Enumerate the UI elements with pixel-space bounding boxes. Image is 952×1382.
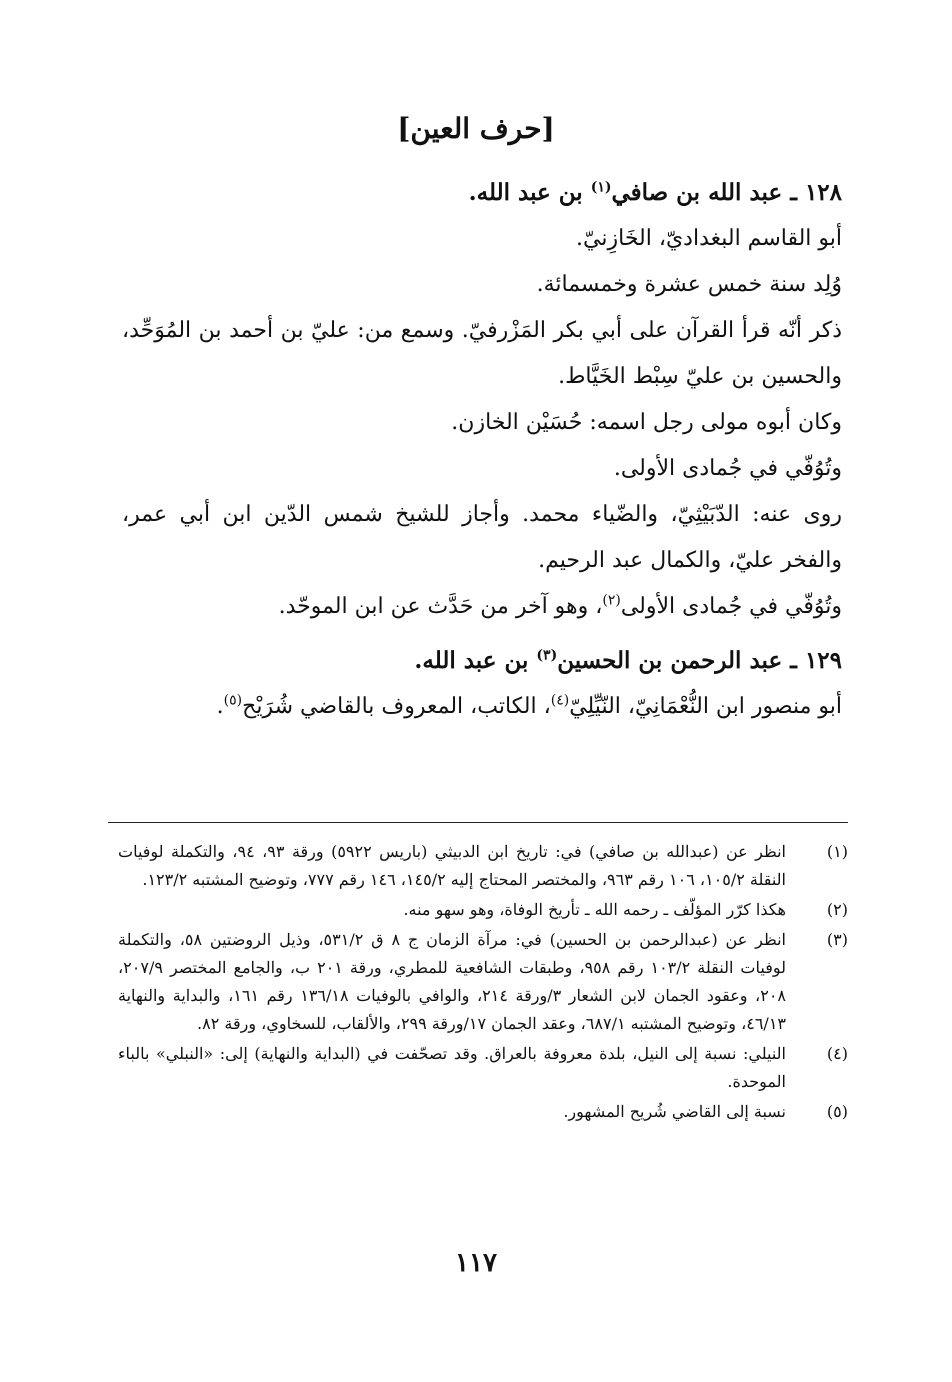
entry-129-end: . <box>216 694 224 719</box>
entry-128-title-rest: بن عبد الله. <box>468 179 591 206</box>
main-text <box>122 170 842 730</box>
entry-128-birth: وُلِد سنة خمس عشرة وخمسمائة. <box>536 272 842 297</box>
footnote-number: (٤) <box>826 1044 848 1063</box>
footnote-text: انظر عن (عبدالرحمن بن الحسين) في: مرآة الزمان ج ٨ ق ٥٣١/٢، وذيل الروضتين ٥٨، والتكملة لوفيات النقلة ١٠٣/٢ رقم ٩٥٨، وطبقات الشافعية للمطري، ورقة ٢٠١ ب، والجامع المختصر ٢٠٧/٩، ٢٠٨، وعقود الجمان لابن الشعار ٣/ورقة ٢١٤، والوافي بالوفيات ١٣٦/١٨ رقم ١٦١، والبداية والنهاية ٤٦/١٣، وتوضيح المشتبه ٦٨٧/١، وعقد الجمان ١٧/ورقة ٢٩٩، والألقاب، للسخاوي، ورقة ٨٢. <box>118 930 786 1033</box>
footnote-text: انظر عن (عبدالله بن صافي) في: تاريخ ابن الدبيثي (باريس ٥٩٢٢) ورقة ٩٣، ٩٤، والتكملة لوفيات النقلة ١٠٥/٢، ١٠٦ رقم ٩٦٣، والمختصر المحتاج إليه ١٤٥/٢، ١٤٦ رقم ٧٧٧، وتوضيح المشتبه ١٢٣/٢. <box>118 842 787 889</box>
entry-128-name: ١٢٨ ـ عبد الله بن صافي <box>611 179 842 206</box>
entry-129-name: ١٢٩ ـ عبد الرحمن بن الحسين <box>557 647 842 674</box>
footnote-ref-3[interactable]: (٣) <box>536 647 558 664</box>
entry-129-nisba: أبو منصور ابن النُّعْمَانِيّ، النّيِّلِيّ <box>569 694 842 719</box>
footnote-ref-4[interactable]: (٤) <box>550 692 570 709</box>
entry-128-death: وتُوُفّي في جُمادى الأولى. <box>613 456 842 481</box>
entry-129-title <box>122 638 842 684</box>
page-number: ١١٧ <box>455 1248 497 1278</box>
footnote-ref-1[interactable]: (١) <box>590 179 612 196</box>
footnote-number: (٣) <box>826 930 848 949</box>
footnote-ref-2[interactable]: (٢) <box>602 592 621 609</box>
footnote-1 <box>118 838 848 894</box>
footnote-3 <box>118 926 848 1038</box>
entry-128-students: روى عنه: الدّبَيْثِيّ، والضّياء محمد. وأجاز للشيخ شمس الدّين ابن أبي عمر، والفخر عليّ، والكمال عبد الرحيم. <box>122 502 842 573</box>
entry-128-father: وكان أبوه مولى رجل اسمه: حُسَيْن الخازن. <box>451 410 842 435</box>
footnote-number: (٢) <box>826 900 848 919</box>
entry-128-kunya: أبو القاسم البغداديّ، الخَازِنيّ. <box>576 226 842 251</box>
death-text-rest: ، وهو آخر من حَدَّث عن ابن الموحّد. <box>278 594 603 619</box>
footnote-4 <box>118 1040 848 1096</box>
section-heading: [حرف العين] <box>397 112 555 145</box>
entry-129-known-as: ، الكاتب، المعروف بالقاضي <box>300 694 551 719</box>
footnote-text: النيلي: نسبة إلى النيل، بلدة معروفة بالعراق. وقد تصحّفت في (البداية والنهاية) إلى: «النبلي» بالباء الموحدة. <box>118 1044 786 1091</box>
footnote-divider <box>108 822 848 823</box>
entry-128-death-repeat <box>122 584 842 630</box>
death-text: وتُوُفّي في جُمادى الأولى <box>620 594 842 619</box>
footnote-ref-5[interactable]: (٥) <box>223 692 243 709</box>
footnote-2 <box>118 896 848 924</box>
footnote-5 <box>118 1098 848 1126</box>
entry-129-kunya <box>122 684 842 730</box>
footnote-number: (٥) <box>826 1102 848 1121</box>
footnote-text: هكذا كرّر المؤلّف ـ رحمه الله ـ تأريخ الوفاة، وهو سهو منه. <box>403 900 786 919</box>
footnotes <box>118 838 848 1128</box>
footnote-number: (١) <box>826 842 848 861</box>
entry-128-teachers: ذكر أنّه قرأ القرآن على أبي بكر المَزْرفيّ. وسمع من: عليّ بن أحمد بن المُوَحِّد، والحسين بن عليّ سِبْط الخَيَّاط. <box>122 318 842 389</box>
entry-128-title <box>122 170 842 216</box>
footnote-text: نسبة إلى القاضي شُريح المشهور. <box>563 1102 786 1121</box>
entry-129-shurayh: شُرَيْح <box>242 694 294 719</box>
entry-129-title-rest: بن عبد الله. <box>414 647 537 674</box>
